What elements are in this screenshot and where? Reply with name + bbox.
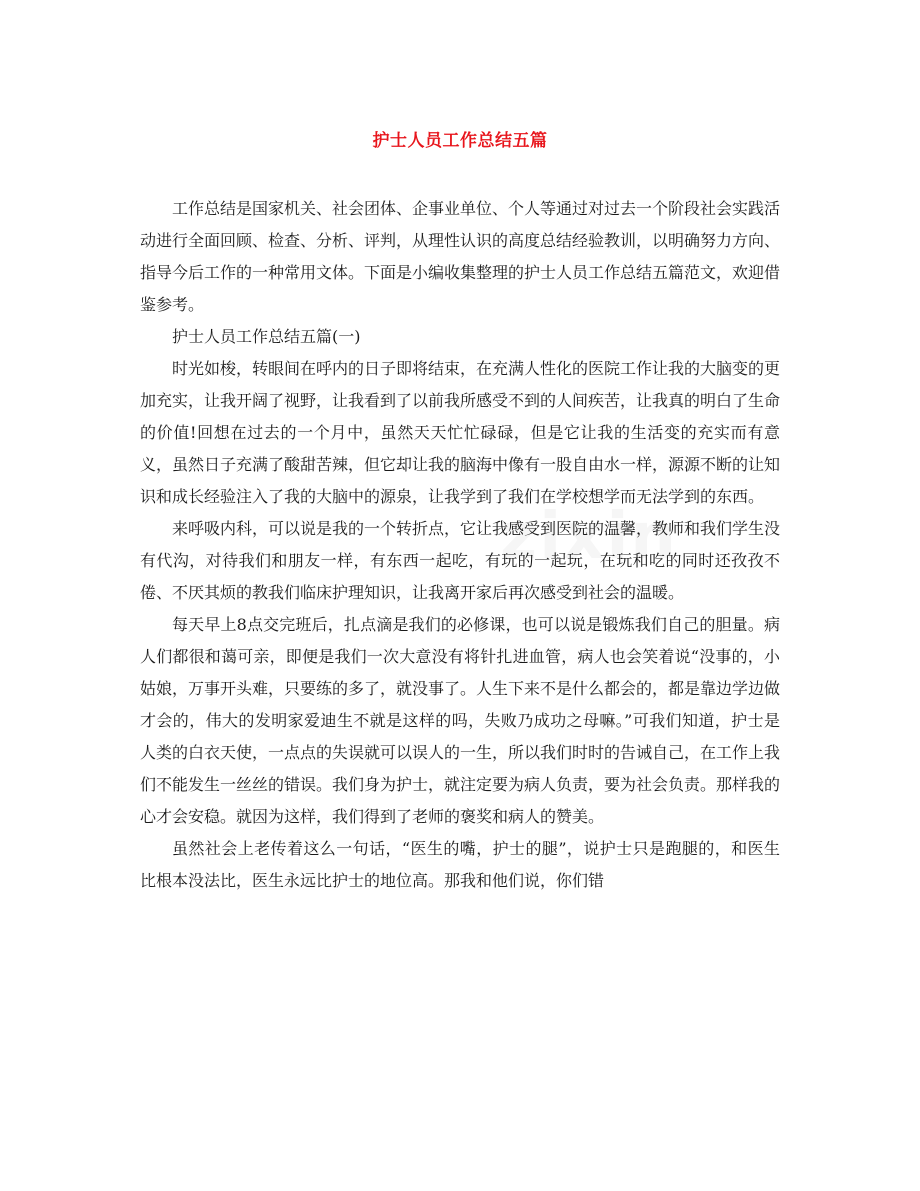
body-paragraph: 虽然社会上老传着这么一句话，“医生的嘴，护士的腿”，说护士只是跑腿的，和医生比根本没法比，医生永远比护士的地位高。那我和他们说，你们错	[140, 839, 780, 890]
body-paragraph: 来呼吸内科，可以说是我的一个转折点，它让我感受到医院的温馨，教师和我们学生没有代沟，对待我们和朋友一样，有东西一起吃，有玩的一起玩，在玩和吃的同时还孜孜不倦、不厌其烦的教我们临床护理知识，让我离开家后再次感受到社会的温暖。	[140, 519, 781, 602]
intro-paragraph: 工作总结是国家机关、社会团体、企事业单位、个人等通过对过去一个阶段社会实践活动进行全面回顾、检查、分析、评判，从理性认识的高度总结经验教训，以明确努力方向、指导今后工作的一种常用文体。下面是小编收集整理的护士人员工作总结五篇范文，欢迎借鉴参考。	[140, 199, 781, 314]
section-heading: 护士人员工作总结五篇(一)	[172, 327, 361, 346]
body-paragraph: 每天早上8点交完班后，扎点滴是我们的必修课，也可以说是锻炼我们自己的胆量。病人们都很和蔼可亲，即便是我们一次大意没有将针扎进血管，病人也会笑着说“没事的，小姑娘，万事开头难，只要练的多了，就没事了。人生下来不是什么都会的，都是靠边学边做才会的，伟大的发明家爱迪生不就是这样的吗，失败乃成功之母嘛。”可我们知道，护士是人类的白衣天使，一点点的失误就可以误人的一生，所以我们时时的告诫自己，在工作上我们不能发生一丝丝的错误。我们身为护士，就注定要为病人负责，要为社会负责。那样我的心才会安稳。就因为这样，我们得到了老师的褒奖和病人的赞美。	[140, 615, 781, 826]
body-paragraph: 时光如梭，转眼间在呼内的日子即将结束，在充满人性化的医院工作让我的大脑变的更加充实，让我开阔了视野，让我看到了以前我所感受不到的人间疾苦，让我真的明白了生命的价值!回想在过去的一个月中，虽然天天忙忙碌碌，但是它让我的生活变的充实而有意义，虽然日子充满了酸甜苦辣，但它却让我的脑海中像有一股自由水一样，源源不断的让知识和成长经验注入了我的大脑中的源泉，让我学到了我们在学校想学而无法学到的东西。	[140, 359, 781, 506]
watermark: zixin	[500, 500, 678, 574]
document-title: 护士人员工作总结五篇	[372, 131, 548, 151]
document-body	[140, 193, 780, 897]
